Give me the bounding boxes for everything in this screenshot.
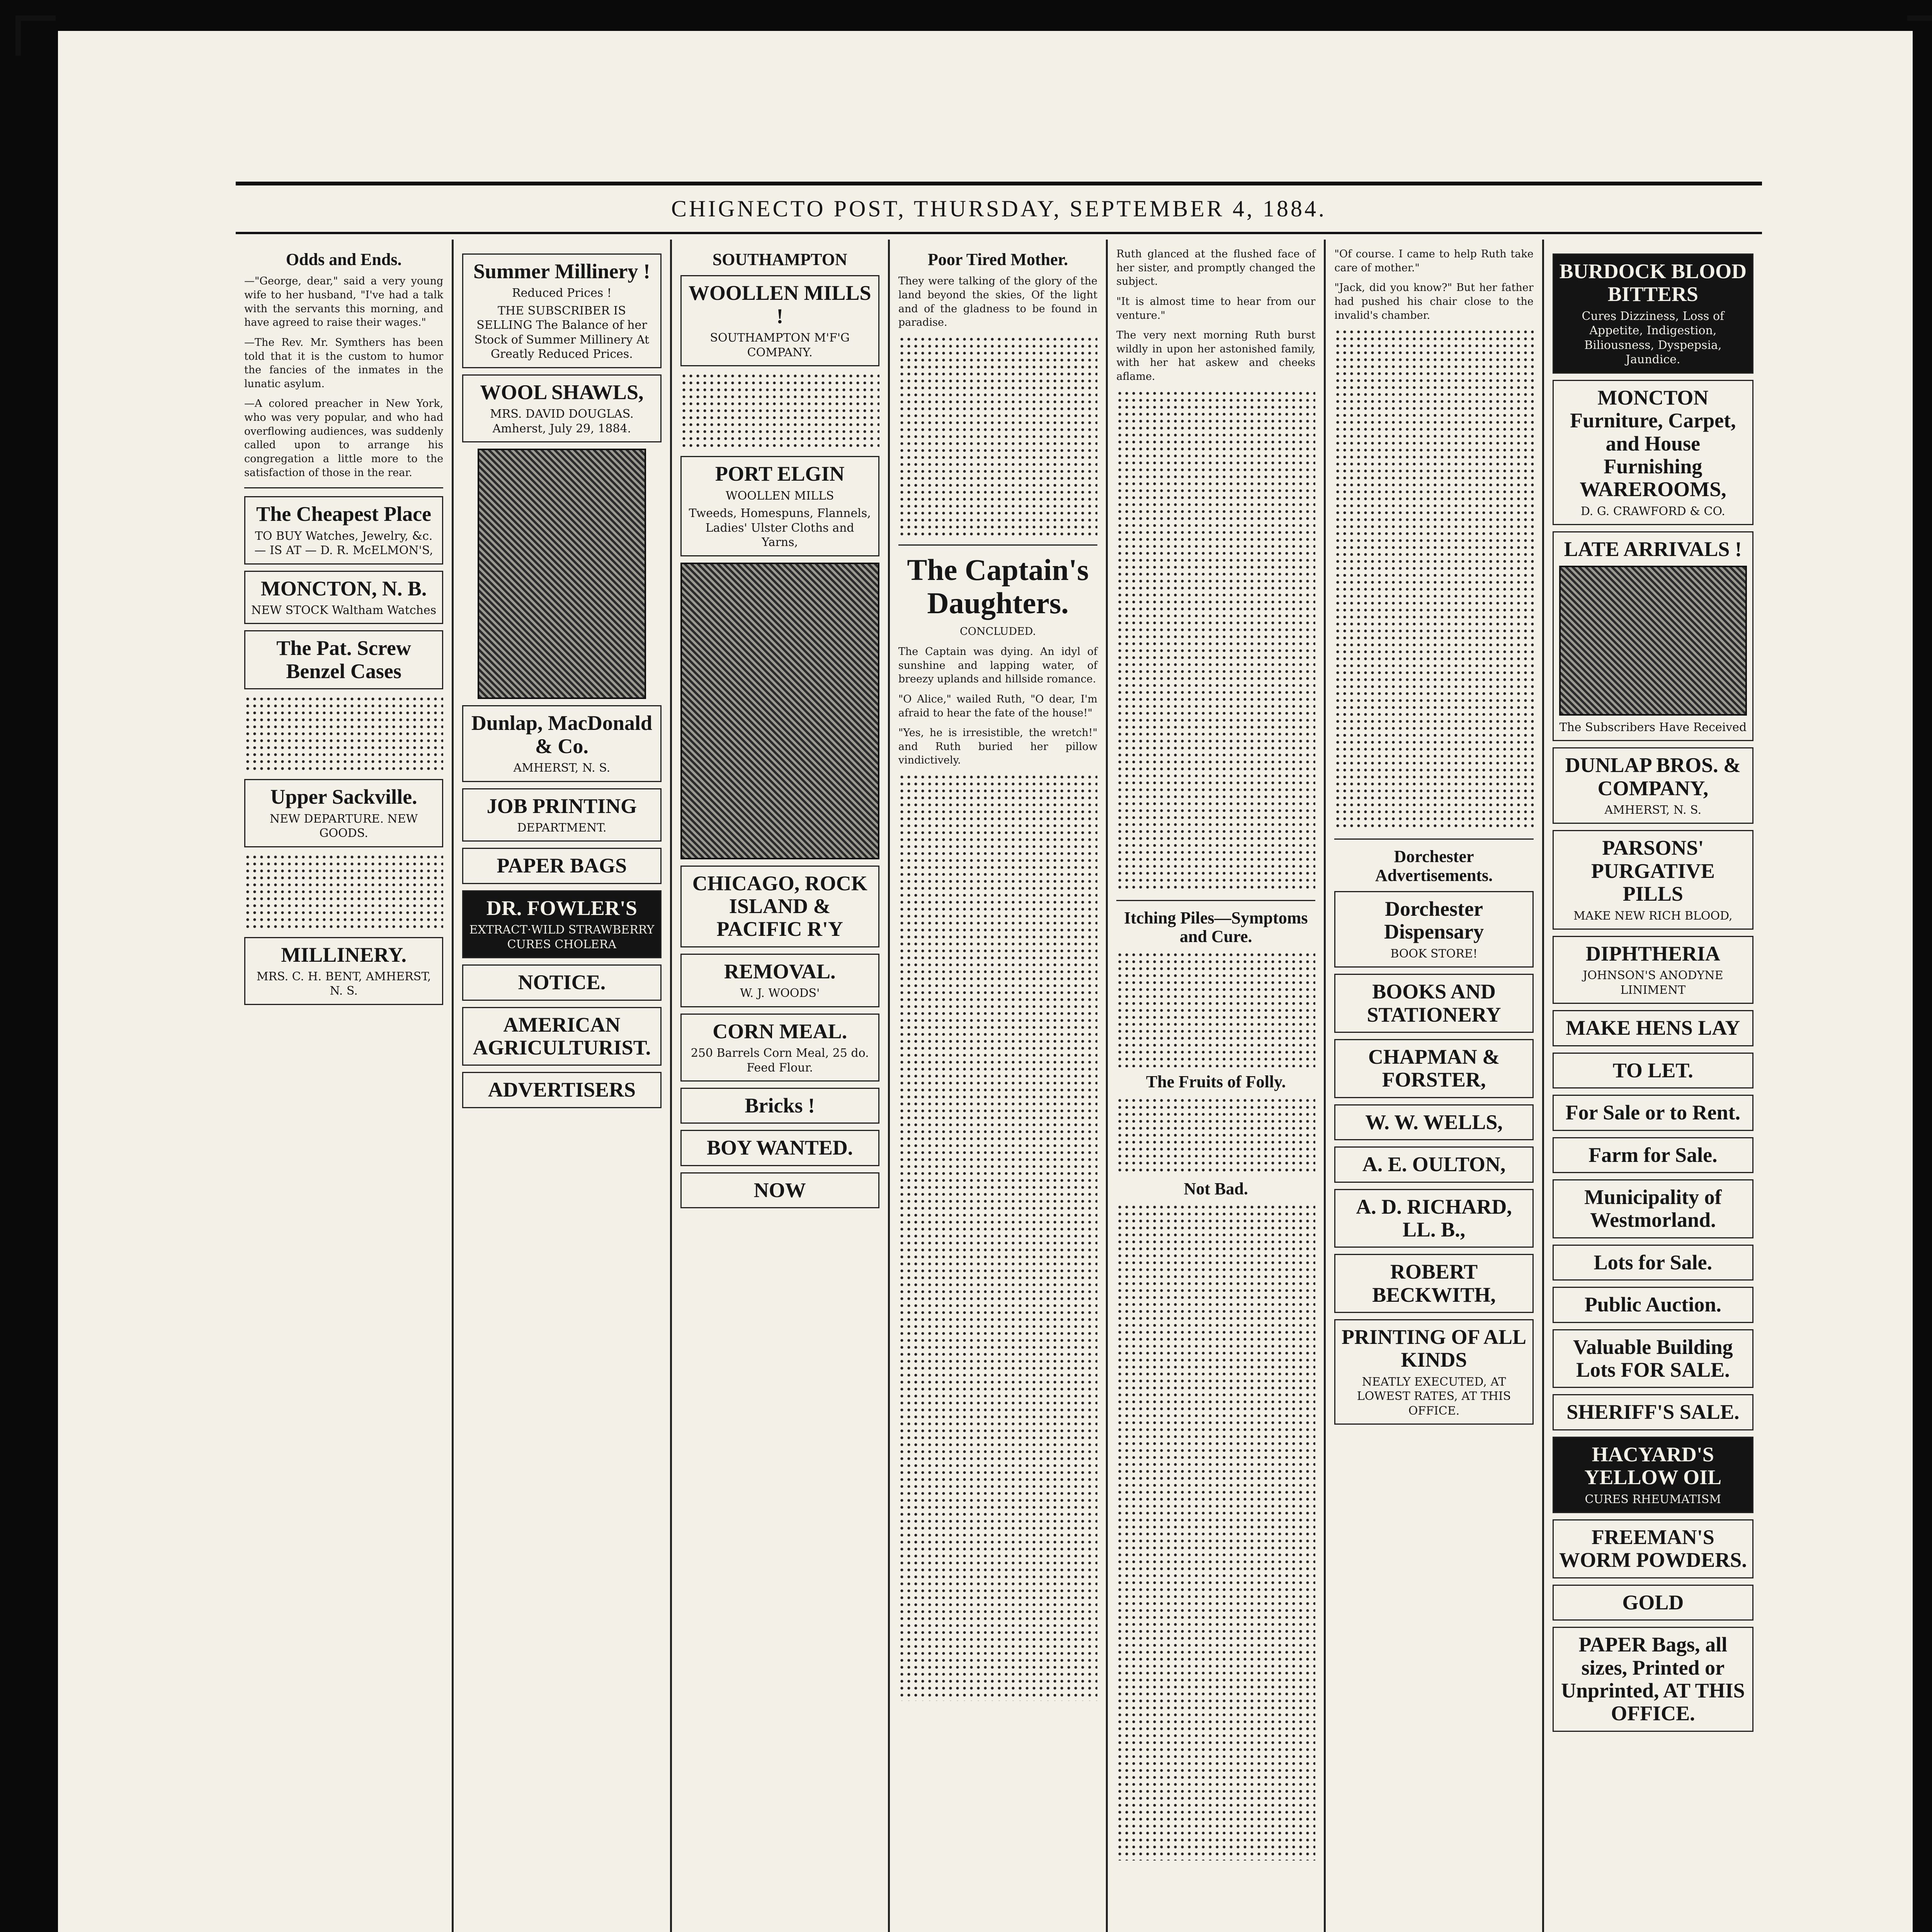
column-2 [454,240,672,1932]
dr-fowlers-ad: DR. FOWLER'S EXTRACT·WILD STRAWBERRY CURES CHOLERA [462,890,661,958]
itching-piles-heading: Itching Piles—Symptoms and Cure. [1124,908,1308,946]
poem-text: They were talking of the glory of the land beyond the skies, Of the light and of the gladness to be found in paradise. [898,275,1098,329]
american-agriculturist-ad: AMERICAN AGRICULTURIST. [462,1007,661,1066]
crawford-furniture-ad: MONCTON Furniture, Carpet, and House Furnishing WAREROOMS, D. G. CRAWFORD & CO. [1553,380,1753,525]
upper-sackville-ad: Upper Sackville. NEW DEPARTURE. NEW GOODS. [244,779,443,847]
small-print-block [1116,390,1315,892]
to-let-ad: TO LET. [1553,1053,1753,1088]
sheriffs-sale-ad: SHERIFF'S SALE. [1553,1394,1753,1430]
southampton-heading: SOUTHAMPTON [712,250,847,269]
gentleman-illustration [478,449,646,699]
robert-beckwith-ad: ROBERT BECKWITH, [1334,1254,1533,1313]
public-auction-ad: Public Auction. [1553,1287,1753,1323]
paper-bags-ad: PAPER BAGS [462,848,661,884]
fruits-of-folly-heading: The Fruits of Folly. [1146,1072,1286,1092]
column-6 [1326,240,1544,1932]
small-print-block [1116,951,1315,1067]
dorchester-heading: Dorchester Advertisements. [1375,847,1493,885]
columns [236,240,1762,1932]
ad-richard-ad: A. D. RICHARD, LL. B., [1334,1189,1533,1248]
article-paragraph: "Of course. I came to help Ruth take care of mother." [1334,248,1534,274]
mcelmon-ad: The Cheapest Place TO BUY Watches, Jewelry, &c. — IS AT — D. R. McELMON'S, [244,496,443,564]
make-hens-lay-ad: MAKE HENS LAY [1553,1010,1753,1046]
column-5 [1108,240,1326,1932]
lots-for-sale-ad: Lots for Sale. [1553,1245,1753,1281]
article-paragraph: "O Alice," wailed Ruth, "O dear, I'm afraid to hear the fate of the house!" [898,693,1098,719]
small-print-block [898,774,1097,1701]
now-ad: NOW [680,1172,879,1208]
article-paragraph: —"George, dear," said a very young wife to her husband, "I've had a talk with the servants this morning, and have agreed to raise their wages." [244,275,444,329]
paper-bags-office-ad: PAPER Bags, all sizes, Printed or Unprinted, AT THIS OFFICE. [1553,1627,1753,1732]
millinery-ad: MILLINERY. MRS. C. H. BENT, AMHERST, N. S. [244,937,443,1005]
gold-ad: GOLD [1553,1585,1753,1621]
article-paragraph: —A colored preacher in New York, who was very popular, and who had overflowing audiences, was suddenly called upon to arrange his congregation a little more to the satisfaction of those in the rear. [244,398,444,479]
column-1 [236,240,454,1932]
notice-ad: NOTICE. [462,964,661,1000]
books-stationery-ad: BOOKS AND STATIONERY [1334,974,1533,1033]
not-bad-heading: Not Bad. [1184,1179,1248,1198]
article-paragraph: The Captain was dying. An idyl of sunshine and lapping water, of breezy uplands and hillside romance. [898,646,1098,685]
chapman-forster-ad: CHAPMAN & FORSTER, [1334,1039,1533,1098]
ww-wells-ad: W. W. WELLS, [1334,1104,1533,1140]
woollen-mills-ad: WOOLLEN MILLS ! SOUTHAMPTON M'F'G COMPANY. [680,275,879,366]
dorchester-dispensary-ad: Dorchester Dispensary BOOK STORE! [1334,891,1533,968]
railway-map-illustration [680,563,879,859]
sale-or-rent-ad: For Sale or to Rent. [1553,1095,1753,1131]
advertisers-ad: ADVERTISERS [462,1072,661,1108]
article-paragraph: —The Rev. Mr. Symthers has been told that it is the custom to humor the fancies of the inmates in the lunatic asylum. [244,336,444,390]
dunlap-macdonald-ad: Dunlap, MacDonald & Co. AMHERST, N. S. [462,705,661,782]
newspaper-page [236,182,1762,1932]
small-print-block [244,696,443,773]
summer-millinery-ad: Summer Millinery ! Reduced Prices ! THE SUBSCRIBER IS SELLING The Balance of her Stock of Summer Millinery At Greatly Reduced Prices. [462,253,661,368]
small-print-block [680,372,879,450]
moncton-watches-ad: MONCTON, N. B. NEW STOCK Waltham Watches [244,571,443,624]
divider [898,544,1097,546]
storefront-illustration [1559,566,1747,716]
westmorland-ad: Municipality of Westmorland. [1553,1179,1753,1238]
divider [1334,838,1533,840]
small-print-block [1116,1097,1315,1174]
burdock-bitters-ad: BURDOCK BLOOD BITTERS Cures Dizziness, Loss of Appetite, Indigestion, Biliousness, Dyspepsia, Jaundice. [1553,253,1753,374]
story-subheading: CONCLUDED. [960,626,1036,638]
removal-ad: REMOVAL. W. J. WOODS' [680,954,879,1007]
diphtheria-ad: DIPHTHERIA JOHNSON'S ANODYNE LINIMENT [1553,936,1753,1004]
divider [1116,900,1315,901]
boy-wanted-ad: BOY WANTED. [680,1130,879,1166]
dunlap-bros-ad: DUNLAP BROS. & COMPANY, AMHERST, N. S. [1553,747,1753,824]
small-print-block [244,854,443,931]
divider [244,487,443,488]
crop-mark-top-left [15,15,56,56]
parsons-pills-ad: PARSONS' PURGATIVE PILLS MAKE NEW RICH BLOOD, [1553,830,1753,930]
small-print-block [1116,1204,1315,1861]
masthead: CHIGNECTO POST, THURSDAY, SEPTEMBER 4, 1884. [236,182,1762,234]
printing-ad: PRINTING OF ALL KINDS NEATLY EXECUTED, AT LOWEST RATES, AT THIS OFFICE. [1334,1319,1533,1425]
odds-and-ends-heading: Odds and Ends. [286,250,402,269]
column-4 [890,240,1108,1932]
late-arrivals-ad: LATE ARRIVALS ! The Subscribers Have Received [1553,531,1753,741]
farm-for-sale-ad: Farm for Sale. [1553,1137,1753,1173]
small-print-block [1334,328,1533,831]
job-printing-ad: JOB PRINTING DEPARTMENT. [462,788,661,842]
column-3 [672,240,890,1932]
corn-meal-ad: CORN MEAL. 250 Barrels Corn Meal, 25 do. Feed Flour. [680,1014,879,1082]
ae-oulton-ad: A. E. OULTON, [1334,1146,1533,1182]
crop-mark-top-right [1907,15,1932,56]
article-paragraph: The very next morning Ruth burst wildly in upon her astonished family, with her hat askew and cheeks aflame. [1116,329,1316,383]
rock-island-ad: CHICAGO, ROCK ISLAND & PACIFIC R'Y [680,866,879,947]
article-paragraph: Ruth glanced at the flushed face of her sister, and promptly changed the subject. [1116,248,1316,288]
benzel-cases-ad: The Pat. Screw Benzel Cases [244,630,443,689]
story-heading: The Captain's Daughters. [907,553,1089,620]
article-paragraph: "Yes, he is irresistible, the wretch!" and Ruth buried her pillow vindictively. [898,727,1098,767]
yellow-oil-ad: HACYARD'S YELLOW OIL CURES RHEUMATISM [1553,1437,1753,1513]
article-paragraph: "It is almost time to hear from our venture." [1116,295,1316,321]
small-print-block [898,336,1097,537]
poem-heading: Poor Tired Mother. [927,250,1068,269]
worm-powders-ad: FREEMAN'S WORM POWDERS. [1553,1519,1753,1578]
wool-shawls-ad: WOOL SHAWLS, MRS. DAVID DOUGLAS. Amherst, July 29, 1884. [462,374,661,442]
port-elgin-ad: PORT ELGIN WOOLLEN MILLS Tweeds, Homespuns, Flannels, Ladies' Ulster Cloths and Yarns, [680,456,879,556]
bricks-ad: Bricks ! [680,1088,879,1124]
article-paragraph: "Jack, did you know?" But her father had pushed his chair close to the invalid's chamber. [1334,282,1534,321]
column-7 [1544,240,1762,1932]
building-lots-ad: Valuable Building Lots FOR SALE. [1553,1329,1753,1388]
